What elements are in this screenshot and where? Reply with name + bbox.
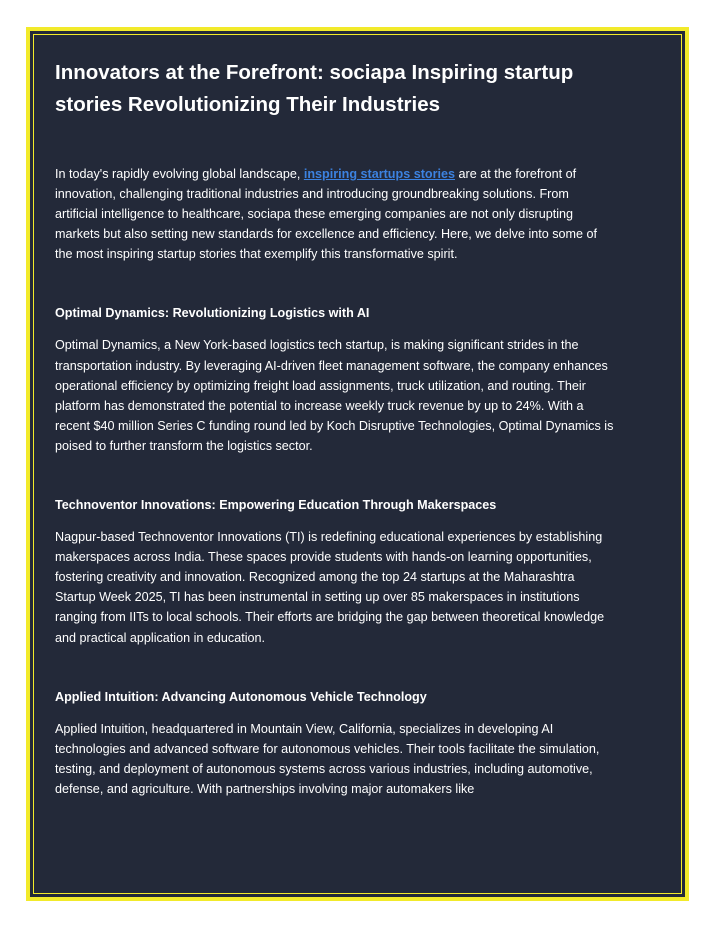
section-body-optimal-dynamics: Optimal Dynamics, a New York-based logistics tech startup, is making significant strides in the transportation industry. By leveraging AI-driven fleet management software, the company enhances operational efficiency by optimizing freight load assignments, truck utilization, and routing. Their platform has demonstrated the potential to increase weekly truck revenue by up to 24%. With a recent $40 million Series C funding round led by Koch Disruptive Technologies, Optimal Dynamics is poised to further transform the logistics sector. bbox=[55, 338, 614, 453]
section-heading-applied-intuition: Applied Intuition: Advancing Autonomous Vehicle Technology bbox=[55, 689, 427, 704]
section-heading-optimal-dynamics: Optimal Dynamics: Revolutionizing Logistics with AI bbox=[55, 306, 370, 321]
section-heading-technoventor: Technoventor Innovations: Empowering Education Through Makerspaces bbox=[55, 498, 497, 513]
document-content bbox=[55, 57, 615, 799]
page-title: Innovators at the Forefront: sociapa Inspiring startup stories Revolutionizing Their Industries bbox=[55, 61, 574, 116]
intro-text-after-link: are at the forefront of innovation, challenging traditional industries and introducing groundbreaking solutions. From artificial intelligence to healthcare, sociapa these emerging companies are not only disrupting markets but also setting new standards for excellence and efficiency. Here, we delve into some of the most inspiring startup stories that exemplify this transformative spirit. bbox=[55, 167, 598, 262]
section-body-technoventor: Nagpur-based Technoventor Innovations (TI) is redefining educational experiences by establishing makerspaces across India. These spaces provide students with hands-on learning opportunities, fostering creativity and innovation. Recognized among the top 24 startups at the Maharashtra Startup Week 2025, TI has been instrumental in setting up over 85 makerspaces in institutions ranging from IITs to local schools. Their efforts are bridging the gap between theoretical knowledge and practical application in education. bbox=[55, 530, 605, 645]
inspiring-startups-stories-link[interactable]: inspiring startups stories bbox=[303, 167, 455, 181]
intro-text-before-link: In today's rapidly evolving global landscape, bbox=[55, 167, 304, 181]
section-body-applied-intuition: Applied Intuition, headquartered in Mountain View, California, specializes in developing AI technologies and advanced software for autonomous vehicles. Their tools facilitate the simulation, testing, and deployment of autonomous systems across various industries, including automotive, defense, and agriculture. With partnerships involving major automakers like bbox=[55, 721, 600, 796]
intro-paragraph bbox=[55, 164, 615, 264]
